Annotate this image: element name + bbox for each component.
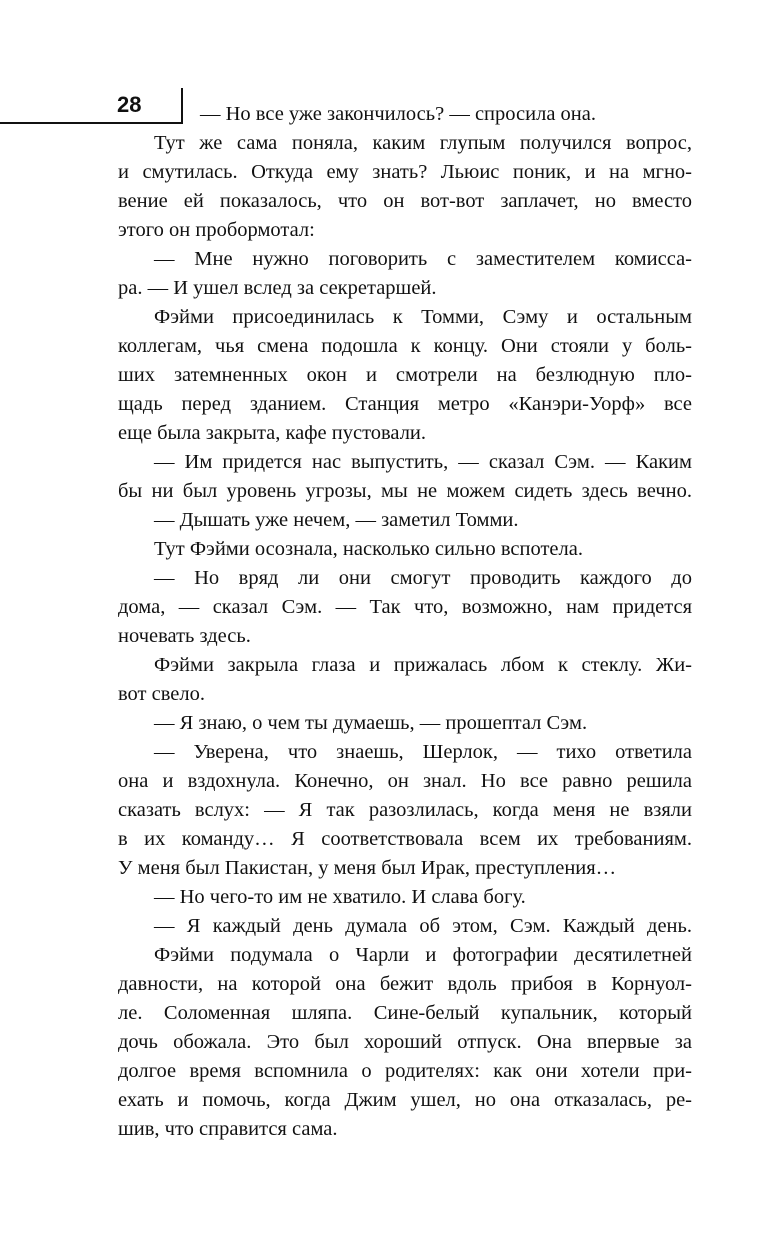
text-line: вение ей показалось, что он вот-вот заплачет, но вместо: [118, 190, 692, 212]
text-line: дочь обожала. Это был хороший отпуск. Она впервые за: [118, 1031, 692, 1053]
text-line: Тут же сама поняла, каким глупым получился вопрос,: [154, 132, 692, 154]
text-line: коллегам, чья смена подошла к концу. Они стояли у боль-: [118, 335, 692, 357]
text-line: ших затемненных окон и смотрели на безлюдную пло-: [118, 364, 692, 386]
text-line: в их команду… Я соответствовала всем их требованиям.: [118, 828, 692, 850]
text-line: этого он пробормотал:: [118, 219, 315, 241]
text-line: — Но все уже закончилось? — спросила она.: [200, 103, 596, 125]
text-line: — Уверена, что знаешь, Шерлок, — тихо ответила: [154, 741, 692, 763]
text-line: долгое время вспомнила о родителях: как они хотели при-: [118, 1060, 692, 1082]
text-line: У меня был Пакистан, у меня был Ирак, преступления…: [118, 857, 617, 879]
text-line: — Но вряд ли они смогут проводить каждого до: [154, 567, 692, 589]
text-line: и смутилась. Откуда ему знать? Льюис поник, и на мгно-: [118, 161, 692, 183]
text-line: — Дышать уже нечем, — заметил Томми.: [154, 509, 519, 531]
text-line: шив, что справится сама.: [118, 1118, 338, 1140]
text-line: ехать и помочь, когда Джим ушел, но она отказалась, ре-: [118, 1089, 692, 1111]
text-line: ночевать здесь.: [118, 625, 251, 647]
text-line: ле. Соломенная шляпа. Сине-белый купальник, который: [118, 1002, 692, 1024]
text-line: щадь перед зданием. Станция метро «Канэри-Уорф» все: [118, 393, 692, 415]
text-line: она и вздохнула. Конечно, он знал. Но все равно решила: [118, 770, 692, 792]
text-line: Тут Фэйми осознала, насколько сильно вспотела.: [154, 538, 583, 560]
text-line: — Им придется нас выпустить, — сказал Сэм. — Каким: [154, 451, 692, 473]
text-line: ра. — И ушел вслед за секретаршей.: [118, 277, 437, 299]
text-line: дома, — сказал Сэм. — Так что, возможно, нам придется: [118, 596, 692, 618]
text-line: Фэйми закрыла глаза и прижалась лбом к стеклу. Жи-: [154, 654, 692, 676]
text-line: — Я каждый день думала об этом, Сэм. Каждый день.: [154, 915, 692, 937]
text-line: вот свело.: [118, 683, 205, 705]
text-line: Фэйми подумала о Чарли и фотографии десятилетней: [154, 944, 692, 966]
text-line: — Мне нужно поговорить с заместителем комисса-: [154, 248, 692, 270]
text-line: сказать вслух: — Я так разозлилась, когда меня не взяли: [118, 799, 692, 821]
page-number: 28: [117, 92, 142, 117]
text-line: давности, на которой она бежит вдоль прибоя в Корнуол-: [118, 973, 692, 995]
text-line: — Но чего-то им не хватило. И слава богу.: [154, 886, 526, 908]
body-text: [118, 100, 692, 1144]
text-line: Фэйми присоединилась к Томми, Сэму и остальным: [154, 306, 692, 328]
text-line: еще была закрыта, кафе пустовали.: [118, 422, 427, 444]
text-line: бы ни был уровень угрозы, мы не можем сидеть здесь вечно.: [118, 480, 692, 502]
text-line: — Я знаю, о чем ты думаешь, — прошептал Сэм.: [154, 712, 588, 734]
